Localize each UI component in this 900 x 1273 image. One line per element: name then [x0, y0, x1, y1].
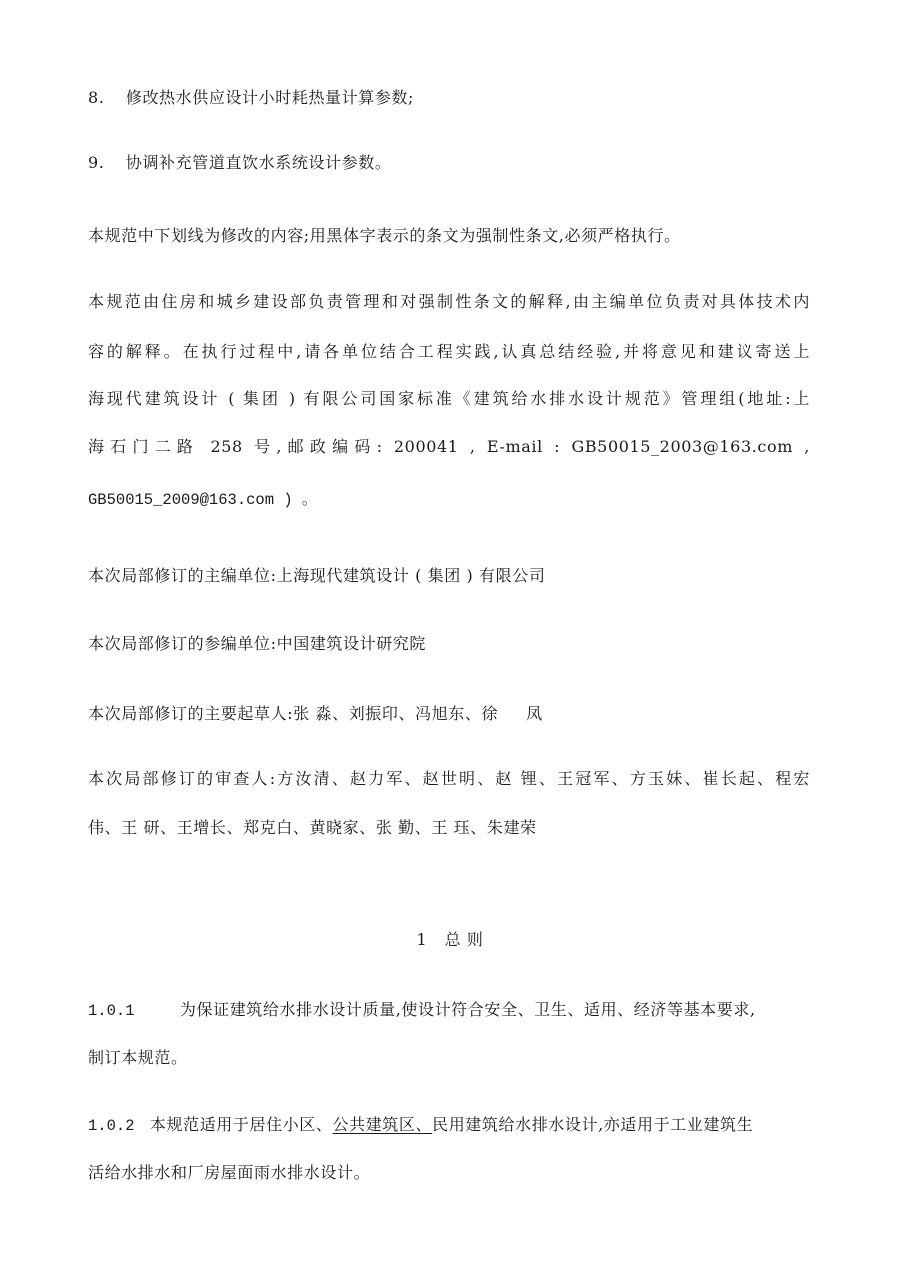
clause-revision-underline: 公共建筑区、 — [332, 1115, 433, 1134]
list-number: 8. — [88, 88, 105, 107]
paragraph-line: 容的解释。在执行过程中,请各单位结合工程实践,认真总结经验,并将意见和建议寄送上 — [88, 342, 810, 361]
drafters — [88, 704, 543, 724]
list-number: 9. — [88, 153, 105, 172]
clause-1-0-2 — [88, 1115, 753, 1136]
drafters-label: 本次局部修订的主要起草人: — [88, 704, 294, 723]
participating-unit: 本次局部修订的参编单位:中国建筑设计研究院 — [88, 634, 426, 653]
reviewers-line: 本次局部修订的审查人:方汝清、赵力军、赵世明、赵 锂、王冠军、方玉妹、崔长起、程宏 — [88, 769, 810, 788]
list-text: 协调补充管道直饮水系统设计参数。 — [125, 153, 392, 172]
clause-number: 1.0.2 — [88, 1117, 135, 1135]
chapter-heading — [0, 930, 900, 950]
underline-note: 本规范中下划线为修改的内容;用黑体字表示的条文为强制性条文,必须严格执行。 — [88, 226, 681, 245]
reviewers-line: 伟、王 研、王增长、郑克白、黄晓家、张 勤、王 珏、朱建荣 — [88, 818, 537, 837]
clause-text: 民用建筑给水排水设计,亦适用于工业建筑生 — [432, 1115, 754, 1134]
clause-text: 本规范适用于居住小区、 — [149, 1115, 333, 1134]
chief-unit: 本次局部修订的主编单位:上海现代建筑设计 ( 集团 ) 有限公司 — [88, 566, 546, 585]
list-item-9 — [88, 153, 391, 173]
chapter-title: 总 则 — [444, 930, 484, 949]
clause-number: 1.0.1 — [88, 1002, 135, 1020]
chapter-number: 1 — [416, 930, 428, 949]
list-item-8 — [88, 88, 414, 108]
clause-text: 为保证建筑给水排水设计质量,使设计符合安全、卫生、适用、经济等基本要求, — [179, 1000, 756, 1019]
clause-1-0-2-continuation: 活给水排水和厂房屋面雨水排水设计。 — [88, 1163, 371, 1182]
clause-1-0-1 — [88, 1000, 756, 1021]
paragraph-line: 海现代建筑设计 ( 集团 ) 有限公司国家标准《建筑给水排水设计规范》管理组(地址:上 — [88, 389, 810, 408]
drafters-names: 张 淼、刘振印、冯旭东、徐 — [293, 704, 499, 723]
list-text: 修改热水供应设计小时耗热量计算参数; — [125, 88, 415, 107]
paragraph-line: 本规范由住房和城乡建设部负责管理和对强制性条文的解释,由主编单位负责对具体技术内 — [88, 292, 810, 311]
clause-1-0-1-continuation: 制订本规范。 — [88, 1048, 188, 1067]
paragraph-line: 海石门二路 258 号,邮政编码: 200041 , E-mail : GB50015_2003@163.com , — [88, 437, 810, 456]
paragraph-line: GB50015_2009@163.com ) 。 — [88, 491, 318, 509]
drafters-last-name: 凤 — [526, 704, 543, 723]
